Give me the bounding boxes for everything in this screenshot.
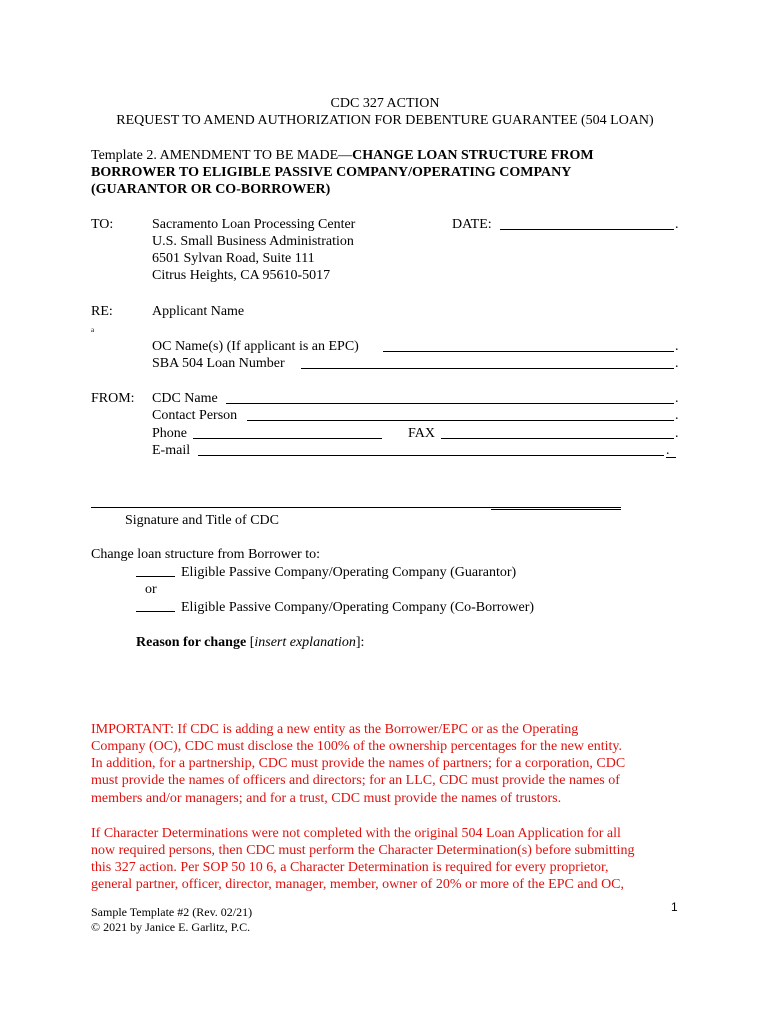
cdc-name-field[interactable] (226, 403, 674, 404)
signature-caption: Signature and Title of CDC (125, 513, 280, 528)
oc-name-field[interactable] (383, 351, 674, 352)
email-end-underline (666, 457, 676, 458)
reason-label: Reason for change (136, 635, 247, 650)
or-text: or (145, 582, 157, 597)
fax-label: FAX (408, 426, 435, 441)
to-address-line-3: 6501 Sylvan Road, Suite 111 (152, 251, 315, 266)
contact-person-label: Contact Person (152, 408, 238, 423)
applicant-name-label: Applicant Name (152, 304, 245, 319)
guarantor-checkline[interactable] (136, 576, 175, 577)
contact-period: . (675, 408, 679, 423)
page-number: 1 (671, 900, 678, 914)
character-line-3: this 327 action. Per SOP 50 10 6, a Character Determination is required for every proprietor, (91, 860, 609, 875)
oc-name-label: OC Name(s) (If applicant is an EPC) (152, 339, 359, 354)
signature-line[interactable] (91, 507, 621, 508)
character-line-4: general partner, officer, director, manager, member, owner of 20% or more of the EPC and OC, (91, 877, 625, 892)
template-bold-1: CHANGE LOAN STRUCTURE FROM (352, 148, 594, 163)
cdc-name-period: . (675, 391, 679, 406)
important-line-5: members and/or managers; and for a trust, CDC must provide the names of trustors. (91, 791, 562, 806)
important-line-4: must provide the names of officers and directors; for an LLC, CDC must provide the names of (91, 773, 620, 788)
important-line-3: In addition, for a partnership, CDC must provide the names of partners; for a corporation, CDC (91, 756, 626, 771)
cdc-name-label: CDC Name (152, 391, 218, 406)
re-label: RE: (91, 304, 113, 319)
email-field[interactable] (198, 455, 664, 456)
guarantor-option: Eligible Passive Company/Operating Company (Guarantor) (181, 565, 517, 580)
fax-period: . (675, 426, 679, 441)
template-prefix: Template 2. AMENDMENT TO BE MADE— (91, 148, 353, 163)
email-period: . (666, 443, 670, 458)
small-mark: a (91, 326, 95, 334)
to-label: TO: (91, 217, 114, 232)
character-line-2: now required persons, then CDC must perform the Character Determination(s) before submitting (91, 843, 635, 858)
signature-line-accent (491, 509, 621, 510)
loan-period: . (675, 356, 679, 371)
reason-for-change: Reason for change [insert explanation]: (136, 635, 365, 650)
co-borrower-option: Eligible Passive Company/Operating Company (Co-Borrower) (181, 600, 535, 615)
date-label: DATE: (452, 217, 492, 232)
template-bold-2: BORROWER TO ELIGIBLE PASSIVE COMPANY/OPERATING COMPANY (91, 165, 572, 180)
phone-field[interactable] (193, 438, 382, 439)
co-borrower-checkline[interactable] (136, 611, 175, 612)
template-bold-3: (GUARANTOR OR CO-BORROWER) (91, 182, 331, 197)
oc-period: . (675, 339, 679, 354)
change-intro: Change loan structure from Borrower to: (91, 547, 320, 562)
to-address-line-4: Citrus Heights, CA 95610-5017 (152, 268, 331, 283)
reason-close: ]: (355, 635, 365, 650)
phone-label: Phone (152, 426, 187, 441)
fax-field[interactable] (441, 438, 674, 439)
date-period: . (675, 217, 679, 232)
document-title: CDC 327 ACTION (330, 96, 440, 111)
footer-template-rev: Sample Template #2 (Rev. 02/21) (91, 905, 253, 919)
date-field[interactable] (500, 229, 674, 230)
character-line-1: If Character Determinations were not completed with the original 504 Loan Application for all (91, 826, 621, 841)
loan-number-label: SBA 504 Loan Number (152, 356, 285, 371)
to-address-line-2: U.S. Small Business Administration (152, 234, 354, 249)
reason-placeholder: insert explanation (254, 635, 356, 650)
document-subtitle: REQUEST TO AMEND AUTHORIZATION FOR DEBENTURE GUARANTEE (504 LOAN) (116, 113, 654, 128)
template-heading (91, 147, 594, 164)
loan-number-field[interactable] (301, 368, 674, 369)
contact-person-field[interactable] (247, 420, 674, 421)
email-label: E-mail (152, 443, 191, 458)
footer-copyright: © 2021 by Janice E. Garlitz, P.C. (91, 920, 251, 934)
important-line-1: IMPORTANT: If CDC is adding a new entity as the Borrower/EPC or as the Operating (91, 722, 579, 737)
from-label: FROM: (91, 391, 135, 406)
important-line-2: Company (OC), CDC must disclose the 100% of the ownership percentages for the new entity. (91, 739, 622, 754)
to-address-line-1: Sacramento Loan Processing Center (152, 217, 356, 232)
